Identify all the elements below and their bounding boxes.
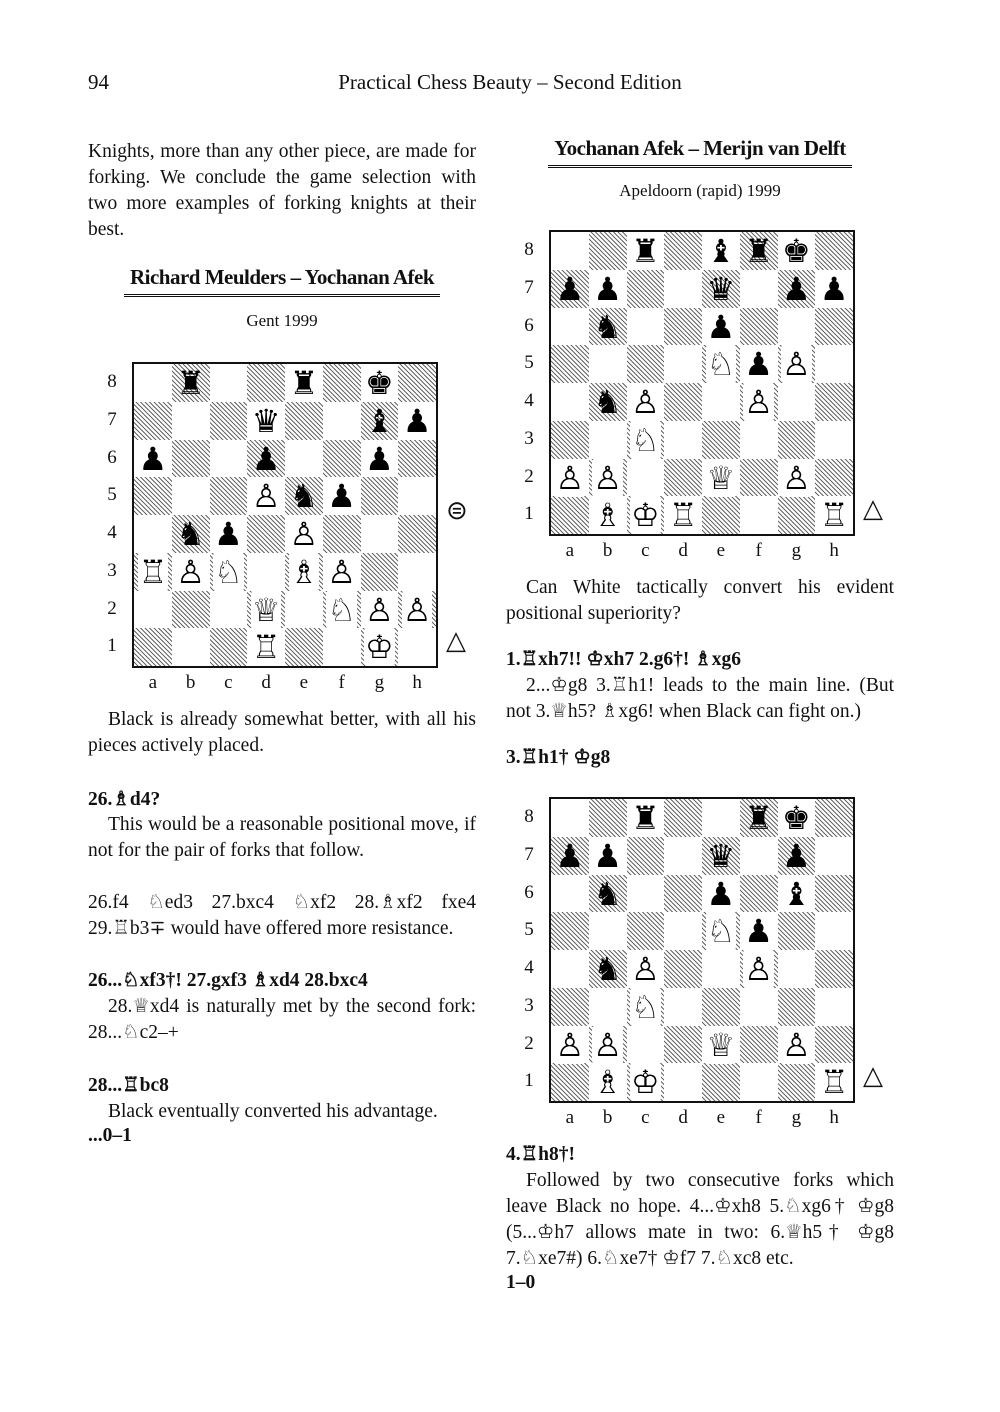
square-e4 (702, 383, 740, 421)
white-to-move-icon: △ (863, 494, 883, 524)
file-label: e (716, 540, 726, 561)
file-label: f (755, 540, 762, 561)
square-e8 (702, 799, 740, 837)
square-a8 (551, 232, 589, 270)
square-b2 (172, 591, 210, 629)
square-c5 (627, 912, 665, 950)
square-c8 (210, 364, 248, 402)
square-g3 (361, 553, 399, 591)
square-b5 (172, 477, 210, 515)
game2-title (506, 136, 894, 168)
square-b7 (172, 402, 210, 440)
square-a1 (134, 628, 172, 666)
game2-move-1: 1.♖xh7!! ♔xh7 2.g6†! ♗xg6 (506, 649, 741, 670)
square-d1 (664, 1063, 702, 1101)
black-king-icon: ♚ (365, 364, 394, 402)
square-d7 (664, 837, 702, 875)
white-knight-icon: ♘ (706, 345, 736, 384)
rank-label: 8 (524, 806, 534, 827)
square-f1 (740, 1063, 778, 1101)
square-e1 (285, 628, 323, 666)
square-a3 (551, 988, 589, 1026)
rank-label: 6 (107, 446, 117, 468)
square-a1 (551, 1063, 589, 1101)
white-pawn-icon: ♙ (744, 383, 773, 421)
square-g4 (778, 383, 816, 421)
black-pawn-icon: ♟ (593, 836, 622, 875)
square-h6 (815, 308, 853, 346)
square-h4 (815, 383, 853, 421)
game2-move-2: 3.♖h1† ♔g8 (506, 747, 611, 768)
square-e1 (702, 496, 740, 534)
black-pawn-icon: ♟ (402, 401, 432, 440)
white-pawn-icon: ♙ (289, 515, 319, 553)
black-bishop-icon: ♝ (706, 232, 736, 270)
game2-comment-3: Followed by two consecutive forks which leave Black no hope. 4...♔xh8 5.♘xg6† ♔g8 (5...♔h7 allows mate in two: 6.♕h5† ♔g8 7.♘xe7#) 6.♘xe7† ♔f7 7.♘xc8 etc. (506, 1170, 894, 1269)
black-knight-icon: ♞ (593, 307, 622, 346)
chess-diagram-1 (132, 362, 438, 668)
game1-place: Gent 1999 (246, 311, 318, 330)
white-king-icon: ♔ (631, 496, 660, 535)
square-h3 (815, 421, 853, 459)
game1-comment-2: This would be a reasonable positional move, if not for the pair of forks that follow. (88, 814, 476, 861)
square-h6 (398, 440, 436, 478)
square-e2 (285, 591, 323, 629)
square-g5 (778, 912, 816, 950)
rank-label: 2 (107, 597, 117, 619)
black-pawn-icon: ♟ (555, 836, 585, 875)
square-d4 (664, 383, 702, 421)
white-pawn-icon: ♙ (744, 950, 773, 988)
square-e3 (702, 421, 740, 459)
square-a4 (551, 383, 589, 421)
square-c6 (210, 440, 248, 478)
black-king-icon: ♚ (782, 799, 811, 837)
white-pawn-icon: ♙ (593, 1025, 622, 1064)
file-label: a (148, 672, 158, 693)
square-c2 (210, 591, 248, 629)
rank-label: 3 (524, 994, 534, 1016)
square-h2 (815, 459, 853, 497)
square-b5 (589, 345, 627, 383)
white-king-icon: ♔ (365, 628, 394, 667)
square-h4 (815, 950, 853, 988)
square-c1 (210, 628, 248, 666)
game1-comment-5: Black eventually converted his advantage. (108, 1101, 438, 1122)
white-pawn-icon: ♙ (782, 345, 811, 384)
square-c5 (627, 345, 665, 383)
square-e6 (285, 440, 323, 478)
square-d6 (664, 875, 702, 913)
game2-comment-1: Can White tactically convert his evident positional superiority? (506, 577, 894, 624)
square-a4 (551, 950, 589, 988)
black-pawn-icon: ♟ (782, 836, 811, 875)
square-b1 (172, 628, 210, 666)
rank-label: 4 (524, 957, 534, 978)
file-label: b (602, 540, 613, 561)
file-label: e (716, 1107, 726, 1128)
square-c2 (627, 459, 665, 497)
game1-title-text: Richard Meulders – Yochanan Afek (124, 265, 440, 297)
white-to-move-icon: △ (446, 626, 466, 656)
black-knight-icon: ♞ (289, 477, 319, 516)
black-rook-icon: ♜ (289, 364, 319, 402)
white-bishop-icon: ♗ (593, 1063, 622, 1102)
black-knight-icon: ♞ (593, 874, 622, 913)
black-queen-icon: ♛ (251, 401, 281, 440)
square-g3 (778, 421, 816, 459)
rank-label: 7 (107, 408, 117, 430)
square-a3 (551, 421, 589, 459)
rank-label: 1 (107, 635, 117, 657)
file-label: g (791, 540, 802, 561)
square-d8 (247, 364, 285, 402)
game1-move-3: 28...♖bc8 (88, 1075, 169, 1096)
file-label: g (374, 672, 385, 693)
file-label: e (299, 672, 309, 693)
square-f8 (323, 364, 361, 402)
black-knight-icon: ♞ (593, 383, 622, 421)
white-queen-icon: ♕ (706, 1025, 736, 1064)
page-number: 94 (88, 70, 109, 94)
square-a1 (551, 496, 589, 534)
file-label: f (338, 672, 345, 693)
white-pawn-icon: ♙ (631, 383, 660, 421)
game2-result: 1–0 (506, 1272, 536, 1293)
rank-label: 6 (524, 314, 534, 336)
square-h5 (815, 912, 853, 950)
file-label: h (412, 672, 422, 693)
square-a8 (551, 799, 589, 837)
square-f6 (740, 308, 778, 346)
square-b3 (589, 421, 627, 459)
rank-label: 5 (524, 919, 534, 941)
square-e7 (285, 402, 323, 440)
black-pawn-icon: ♟ (782, 269, 811, 308)
square-d5 (664, 345, 702, 383)
rank-label: 2 (524, 465, 534, 487)
square-c5 (210, 477, 248, 515)
rank-label: 3 (524, 427, 534, 449)
square-f2 (740, 1026, 778, 1064)
square-c7 (627, 270, 665, 308)
square-b5 (589, 912, 627, 950)
file-label: a (565, 1107, 575, 1128)
game1-comment-4: 28.♕xd4 is naturally met by the second fork: 28...♘c2–+ (88, 996, 476, 1043)
square-d8 (664, 799, 702, 837)
black-pawn-icon: ♟ (365, 439, 394, 478)
square-h1 (398, 628, 436, 666)
file-label: h (829, 540, 839, 561)
game1-title (88, 265, 476, 297)
white-pawn-icon: ♙ (593, 458, 622, 497)
square-e3 (702, 988, 740, 1026)
black-queen-icon: ♛ (706, 269, 736, 308)
square-h6 (815, 875, 853, 913)
square-a5 (551, 345, 589, 383)
square-e1 (702, 1063, 740, 1101)
rank-label: 1 (524, 503, 534, 525)
square-h5 (398, 477, 436, 515)
game1-move-2: 26...♘xf3†! 27.gxf3 ♗xd4 28.bxc4 (88, 970, 368, 991)
white-knight-icon: ♘ (631, 420, 660, 459)
white-knight-icon: ♘ (706, 912, 736, 951)
white-knight-icon: ♘ (631, 987, 660, 1026)
white-pawn-icon: ♙ (782, 1025, 811, 1064)
black-queen-icon: ♛ (706, 836, 736, 875)
black-knight-icon: ♞ (593, 950, 622, 988)
square-h8 (815, 799, 853, 837)
white-rook-icon: ♖ (251, 628, 281, 667)
game2-comment-2: 2...♔g8 3.♖h1! leads to the main line. (But not 3.♕h5? ♗xg6! when Black can fight on.) (506, 675, 894, 722)
black-pawn-icon: ♟ (706, 307, 736, 346)
rank-label: 4 (524, 390, 534, 411)
square-g5 (361, 477, 399, 515)
square-a2 (134, 591, 172, 629)
black-pawn-icon: ♟ (593, 269, 622, 308)
white-queen-icon: ♕ (251, 590, 281, 629)
square-d3 (247, 553, 285, 591)
black-pawn-icon: ♟ (327, 477, 356, 516)
square-d2 (664, 459, 702, 497)
square-h3 (815, 988, 853, 1026)
square-c6 (627, 308, 665, 346)
file-label: d (678, 540, 688, 561)
black-rook-icon: ♜ (176, 364, 205, 402)
black-pawn-icon: ♟ (819, 269, 849, 308)
rank-label: 7 (524, 276, 534, 298)
game1-comment-3: 26.f4 ♘ed3 27.bxc4 ♘xf2 28.♗xf2 fxe4 29.♖b3∓ would have offered more resistance. (88, 892, 476, 939)
black-pawn-icon: ♟ (555, 269, 585, 308)
rank-label: 8 (524, 239, 534, 260)
game1-move-1: 26.♗d4? (88, 789, 161, 810)
square-h2 (815, 1026, 853, 1064)
white-knight-icon: ♘ (214, 552, 243, 591)
square-f2 (740, 459, 778, 497)
black-rook-icon: ♜ (744, 799, 773, 837)
square-f7 (740, 837, 778, 875)
white-pawn-icon: ♙ (555, 1025, 585, 1064)
square-f6 (323, 440, 361, 478)
rank-label: 2 (524, 1032, 534, 1054)
file-label: a (565, 540, 575, 561)
white-rook-icon: ♖ (819, 496, 849, 535)
running-header: Practical Chess Beauty – Second Edition (338, 70, 682, 94)
black-knight-icon: ♞ (176, 515, 205, 553)
white-queen-icon: ♕ (706, 458, 736, 497)
file-label: b (185, 672, 196, 693)
chess-diagram-2 (549, 230, 855, 536)
square-d8 (664, 232, 702, 270)
square-b8 (589, 799, 627, 837)
white-pawn-icon: ♙ (327, 552, 356, 591)
square-g4 (778, 950, 816, 988)
square-d6 (664, 308, 702, 346)
game2-move-3: 4.♖h8†! (506, 1144, 575, 1165)
file-label: d (261, 672, 271, 693)
square-g1 (778, 1063, 816, 1101)
square-f4 (323, 515, 361, 553)
square-b3 (589, 988, 627, 1026)
square-e4 (702, 950, 740, 988)
black-pawn-icon: ♟ (251, 439, 281, 478)
square-d2 (664, 1026, 702, 1064)
square-c6 (627, 875, 665, 913)
square-h8 (398, 364, 436, 402)
rank-label: 5 (524, 352, 534, 374)
square-d3 (664, 421, 702, 459)
black-pawn-icon: ♟ (214, 515, 243, 553)
square-f3 (740, 421, 778, 459)
square-d3 (664, 988, 702, 1026)
rank-label: 1 (524, 1070, 534, 1092)
square-a4 (134, 515, 172, 553)
black-rook-icon: ♜ (631, 232, 660, 270)
black-rook-icon: ♜ (744, 232, 773, 270)
black-bishop-icon: ♝ (782, 874, 811, 913)
square-h4 (398, 515, 436, 553)
file-label: b (602, 1107, 613, 1128)
white-rook-icon: ♖ (819, 1063, 849, 1102)
rank-label: 7 (524, 843, 534, 865)
square-f7 (740, 270, 778, 308)
file-label: f (755, 1107, 762, 1128)
square-b6 (172, 440, 210, 478)
white-pawn-icon: ♙ (176, 552, 205, 591)
square-h7 (815, 837, 853, 875)
white-rook-icon: ♖ (138, 552, 168, 591)
white-bishop-icon: ♗ (289, 552, 319, 591)
rank-label: 6 (524, 881, 534, 903)
square-a5 (551, 912, 589, 950)
file-label: d (678, 1107, 688, 1128)
white-pawn-icon: ♙ (782, 458, 811, 497)
white-knight-icon: ♘ (327, 590, 356, 629)
rank-label: 8 (107, 371, 117, 392)
square-a6 (551, 308, 589, 346)
white-pawn-icon: ♙ (402, 590, 432, 629)
square-h5 (815, 345, 853, 383)
black-pawn-icon: ♟ (138, 439, 168, 478)
file-label: c (641, 540, 650, 561)
evaluation-equal-icon: ⊜ (446, 496, 468, 526)
square-d7 (664, 270, 702, 308)
black-pawn-icon: ♟ (744, 912, 773, 951)
square-c7 (210, 402, 248, 440)
square-f3 (740, 988, 778, 1026)
rank-label: 3 (107, 559, 117, 581)
file-label: c (224, 672, 233, 693)
white-to-move-icon: △ (863, 1061, 883, 1091)
game1-comment-1: Black is already somewhat better, with all his pieces actively placed. (88, 709, 476, 756)
square-a5 (134, 477, 172, 515)
square-f1 (323, 628, 361, 666)
square-g3 (778, 988, 816, 1026)
black-bishop-icon: ♝ (365, 401, 394, 440)
black-rook-icon: ♜ (631, 799, 660, 837)
white-pawn-icon: ♙ (631, 950, 660, 988)
square-g1 (778, 496, 816, 534)
white-king-icon: ♔ (631, 1063, 660, 1102)
rank-label: 5 (107, 484, 117, 506)
square-d5 (664, 912, 702, 950)
white-pawn-icon: ♙ (251, 477, 281, 516)
chess-diagram-3 (549, 797, 855, 1103)
black-pawn-icon: ♟ (706, 874, 736, 913)
square-a8 (134, 364, 172, 402)
square-f6 (740, 875, 778, 913)
square-f7 (323, 402, 361, 440)
game1-result: ...0–1 (88, 1125, 132, 1146)
file-label: c (641, 1107, 650, 1128)
square-d4 (664, 950, 702, 988)
square-d4 (247, 515, 285, 553)
square-f1 (740, 496, 778, 534)
square-h3 (398, 553, 436, 591)
file-label: h (829, 1107, 839, 1128)
square-c7 (627, 837, 665, 875)
rank-label: 4 (107, 522, 117, 543)
black-pawn-icon: ♟ (744, 345, 773, 384)
black-king-icon: ♚ (782, 232, 811, 270)
square-g4 (361, 515, 399, 553)
white-bishop-icon: ♗ (593, 496, 622, 535)
intro-paragraph: Knights, more than any other piece, are made for forking. We conclude the game selection with two more examples of forking knights at their best. (88, 141, 476, 240)
square-a7 (134, 402, 172, 440)
square-h8 (815, 232, 853, 270)
file-label: g (791, 1107, 802, 1128)
white-pawn-icon: ♙ (365, 590, 394, 629)
square-a6 (551, 875, 589, 913)
square-g6 (778, 308, 816, 346)
square-c2 (627, 1026, 665, 1064)
white-pawn-icon: ♙ (555, 458, 585, 497)
square-b8 (589, 232, 627, 270)
white-rook-icon: ♖ (668, 496, 698, 535)
game2-title-text: Yochanan Afek – Merijn van Delft (548, 136, 851, 168)
game2-place: Apeldoorn (rapid) 1999 (619, 181, 781, 200)
